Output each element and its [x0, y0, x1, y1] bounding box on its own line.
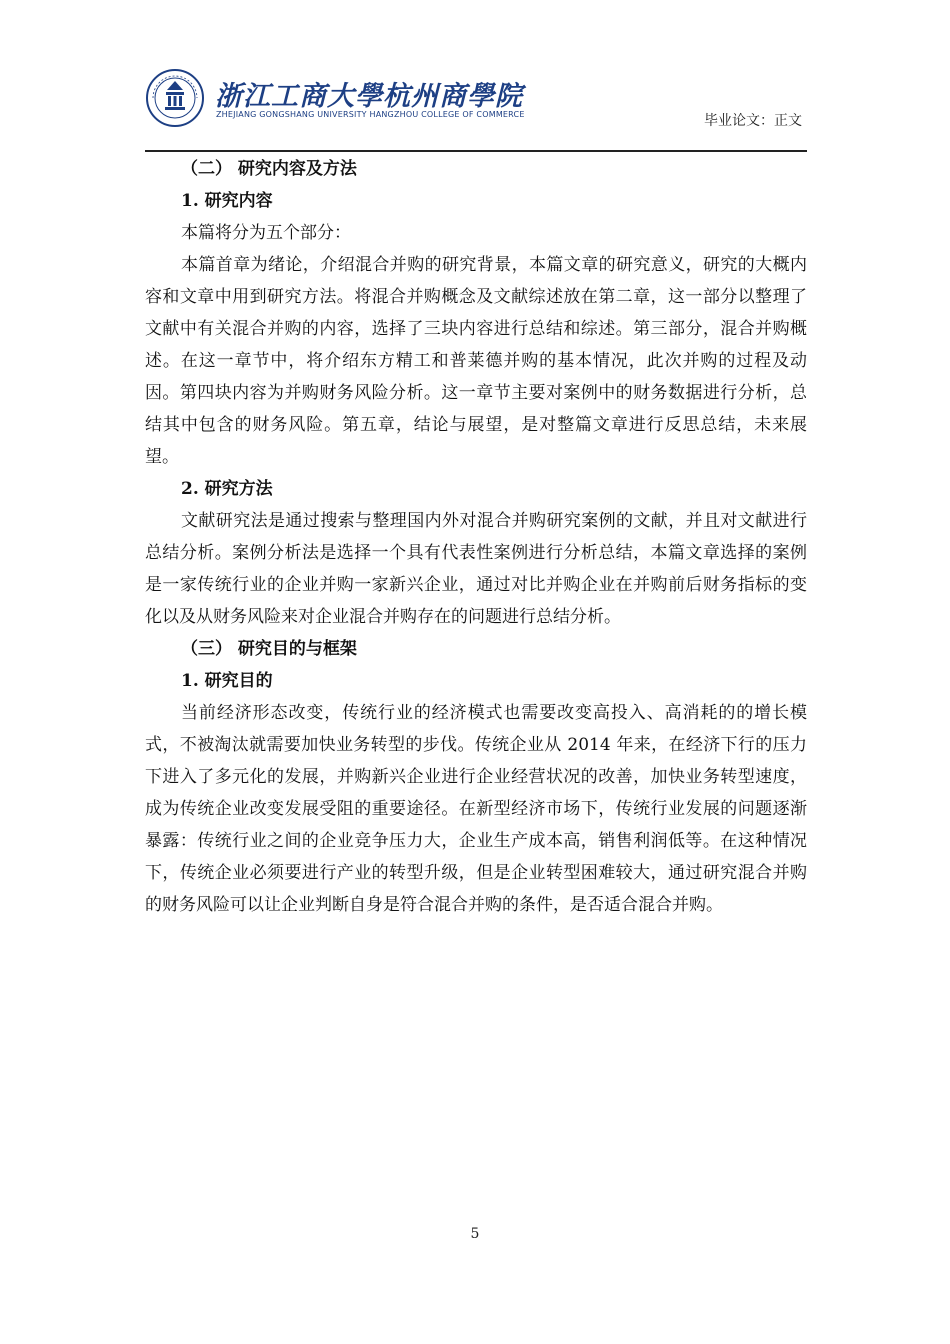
- header-divider: [145, 150, 807, 152]
- page-number: 5: [470, 1226, 480, 1242]
- subheading-research-purpose: 1. 研究目的: [181, 671, 273, 691]
- subheading-research-methods: 2. 研究方法: [181, 479, 273, 499]
- paragraph-purpose: 当前经济形态改变，传统行业的经济模式也需要改变高投入、高消耗的的增长模式，不被淘汰就需要加快业务转型的步伐。传统企业从 2014 年来，在经济下行的压力下进入了多元化的发展，并购新兴企业进行企业经营状况的改善，加快业务转型速度，成为传统企业改变发展受阻的重要途径。在新型经济市场下，传统行业发展的问题逐渐暴露：传统行业之间的企业竞争压力大，企业生产成本高，销售利润低等。在这种情况下，传统企业必须要进行产业的转型升级，但是企业转型困难较大，通过研究混合并购的财务风险可以让企业判断自身是符合混合并购的条件，是否适合混合并购。: [145, 703, 807, 915]
- section-heading-research-content-methods: （二） 研究内容及方法: [181, 159, 357, 179]
- subheading-research-content: 1. 研究内容: [181, 191, 273, 211]
- page-header: [145, 64, 807, 152]
- university-logo-english: ZHEJIANG GONGSHANG UNIVERSITY HANGZHOU COLLEGE OF COMMERCE: [216, 110, 525, 119]
- university-seal-icon: [145, 68, 205, 128]
- university-logo-text: 浙江工商大學杭州商學院: [215, 81, 523, 112]
- paragraph-intro: 本篇将分为五个部分：: [181, 223, 351, 243]
- header-section-label: 毕业论文：正文: [704, 113, 802, 129]
- document-body: [145, 153, 807, 921]
- paragraph-chapter-overview: 本篇首章为绪论，介绍混合并购的研究背景，本篇文章的研究意义，研究的大概内容和文章中用到研究方法。将混合并购概念及文献综述放在第二章，这一部分以整理了文献中有关混合并购的内容，选择了三块内容进行总结和综述。第三部分，混合并购概述。在这一章节中，将介绍东方精工和普莱德并购的基本情况，此次并购的过程及动因。第四块内容为并购财务风险分析。这一章节主要对案例中的财务数据进行分析，总结其中包含的财务风险。第五章，结论与展望，是对整篇文章进行反思总结，未来展望。: [145, 255, 807, 467]
- section-heading-purpose-framework: （三） 研究目的与框架: [181, 639, 357, 659]
- paragraph-methods: 文献研究法是通过搜索与整理国内外对混合并购研究案例的文献，并且对文献进行总结分析。案例分析法是选择一个具有代表性案例进行分析总结，本篇文章选择的案例是一家传统行业的企业并购一家新兴企业，通过对比并购企业在并购前后财务指标的变化以及从财务风险来对企业混合并购存在的问题进行总结分析。: [145, 511, 807, 627]
